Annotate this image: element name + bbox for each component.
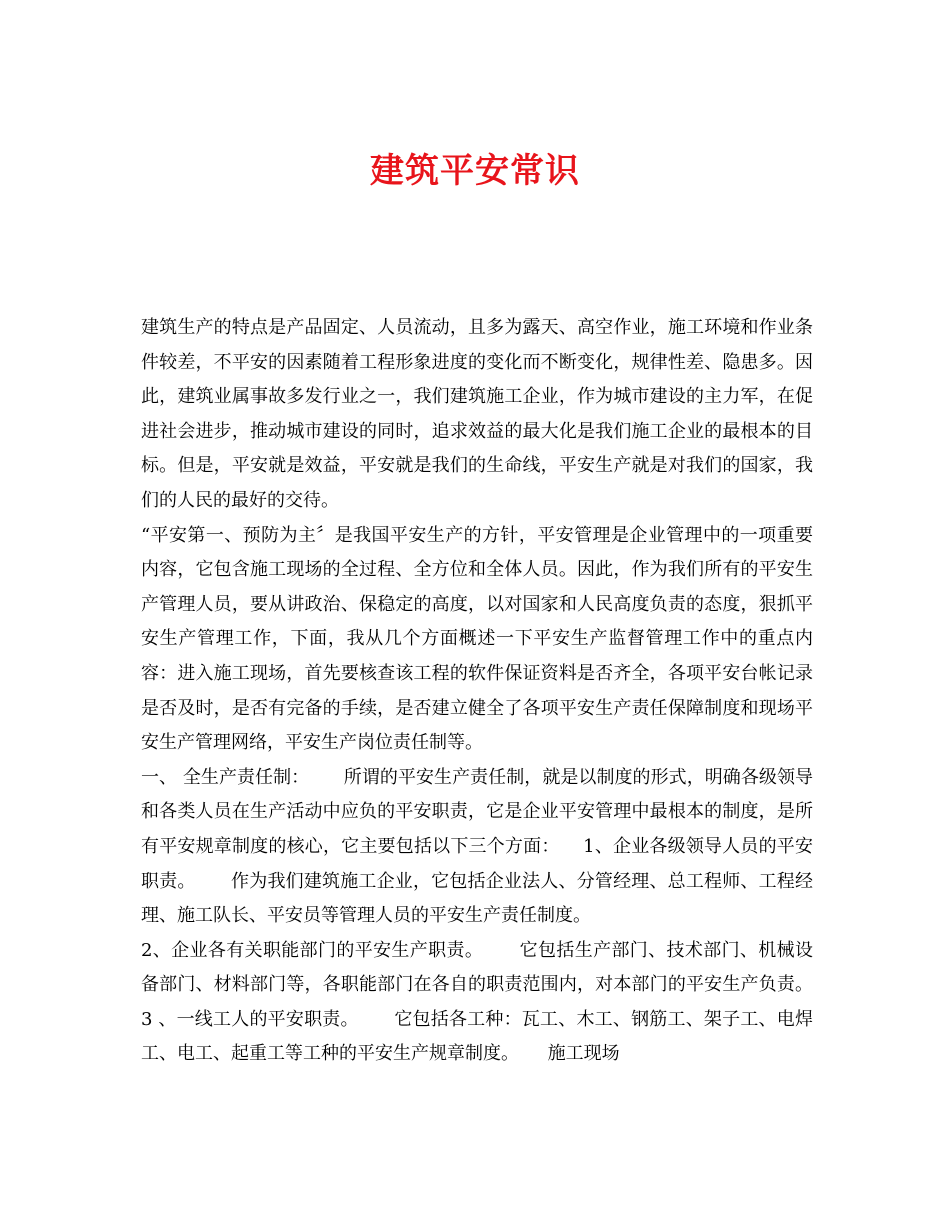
paragraph-responsibility-system: 一、 全生产责任制： 所谓的平安生产责任制，就是以制度的形式，明确各级领导和各类人员在生产活动中应负的平安职责，它是企业平安管理中最根本的制度，是所有平安规章制度的核心，它主要包括以下三个方面： 1、企业各级领导人员的平安职责。 作为我们建筑施工企业，它包括企业法人、分管经理、总工程师、工程经理、施工队长、平安员等管理人员的平安生产责任制度。 <box>141 766 813 927</box>
document-title: 建筑平安常识 <box>370 150 580 191</box>
paragraph-department-duties: 2、企业各有关职能部门的平安生产职责。 它包括生产部门、技术部门、机械设备部门、材料部门等，各职能部门在各自的职责范围内，对本部门的平安生产负责。 3 、一线工人的平安职责。 它包括各工种：瓦工、木工、钢筋工、架子工、电焊工、电工、起重工等工种的平安生产规章制度。 施工现场 <box>141 939 836 1065</box>
paragraph-safety-policy: “平安第一、预防为主〞是我国平安生产的方针，平安管理是企业管理中的一项重要内容，它包含施工现场的全过程、全方位和全体人员。因此，作为我们所有的平安生产管理人员，要从讲政治、保稳定的高度，以对国家和人民高度负责的态度，狠抓平安生产管理工作，下面，我从几个方面概述一下平安生产监督管理工作中的重点内容：进入施工现场，首先要核查该工程的软件保证资料是否齐全，各项平安台帐记录是否及时，是否有完备的手续，是否建立健全了各项平安生产责任保障制度和现场平安生产管理网络，平安生产岗位责任制等。 <box>141 524 813 754</box>
paragraph-intro: 建筑生产的特点是产品固定、人员流动，且多为露天、高空作业，施工环境和作业条件较差，不平安的因素随着工程形象进度的变化而不断变化，规律性差、隐患多。因此，建筑业属事故多发行业之一，我们建筑施工企业，作为城市建设的主力军，在促进社会进步，推动城市建设的同时，追求效益的最大化是我们施工企业的最根本的目标。但是，平安就是效益，平安就是我们的生命线，平安生产就是对我们的国家，我们的人民的最好的交待。 <box>141 317 813 511</box>
document-body <box>141 311 836 1072</box>
